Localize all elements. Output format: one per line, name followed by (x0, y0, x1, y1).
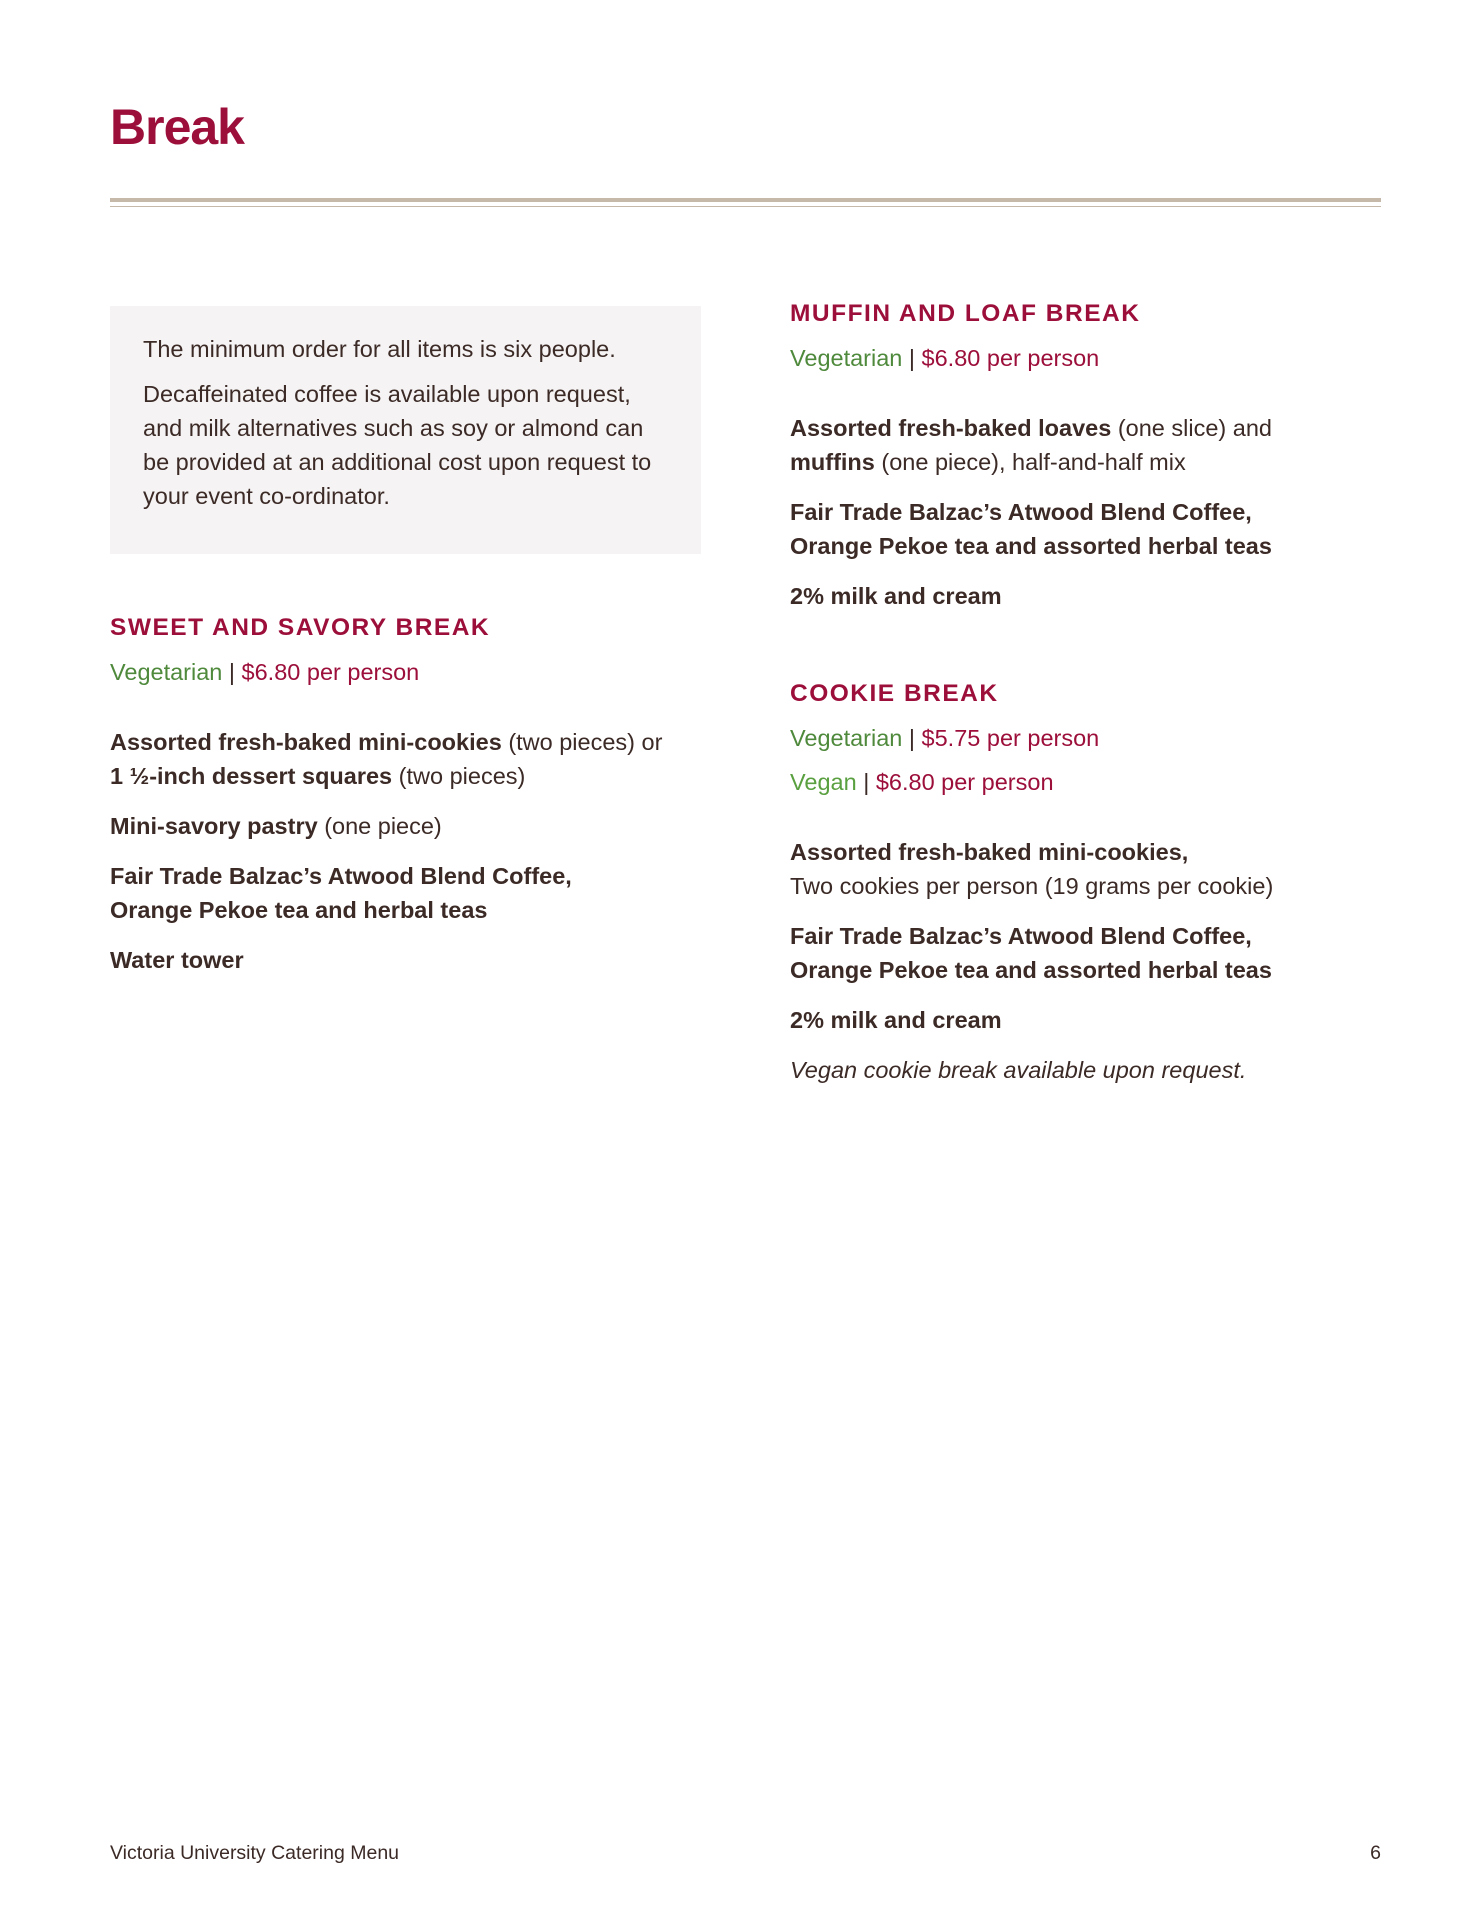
muffin-loaf-section (790, 297, 1381, 629)
menu-item (790, 835, 1381, 903)
item-name: Orange Pekoe tea and assorted herbal teas (790, 533, 1272, 559)
item-name: 1 ½-inch dessert squares (110, 763, 393, 789)
item-detail: (two pieces) or (508, 729, 663, 755)
menu-item: Water tower (110, 947, 244, 973)
item-name: Assorted fresh-baked mini-cookies (110, 729, 502, 755)
note-minimum-order: The minimum order for all items is six people. (143, 336, 616, 362)
item-detail: (two pieces) (398, 763, 526, 789)
minimum-order-note (110, 306, 701, 554)
item-name: Orange Pekoe tea and herbal teas (110, 897, 488, 923)
menu-item (110, 809, 710, 843)
price: $5.75 per person (921, 725, 1100, 751)
section-title: SWEET AND SAVORY BREAK (110, 614, 491, 641)
item-name: Fair Trade Balzac’s Atwood Blend Coffee, (110, 863, 572, 889)
menu-item (110, 725, 710, 793)
diet-label: Vegetarian (790, 345, 903, 371)
item-name: Fair Trade Balzac’s Atwood Blend Coffee, (790, 923, 1252, 949)
section-title: MUFFIN AND LOAF BREAK (790, 300, 1141, 327)
header-rule-thick (110, 198, 1381, 202)
diet-label: Vegan (790, 769, 857, 795)
page-number: 6 (1370, 1842, 1381, 1864)
separator: | (228, 659, 236, 685)
header-rule-thin (110, 206, 1381, 207)
sweet-savory-section (110, 611, 710, 993)
item-name: Assorted fresh-baked loaves (790, 415, 1112, 441)
item-detail: (one slice) and (1117, 415, 1272, 441)
menu-item (790, 495, 1381, 563)
separator: | (908, 725, 916, 751)
section-title: COOKIE BREAK (790, 680, 999, 707)
menu-item (110, 859, 710, 927)
diet-label: Vegetarian (110, 659, 223, 685)
menu-items (110, 725, 710, 977)
diet-label: Vegetarian (790, 725, 903, 751)
item-name: Assorted fresh-baked mini-cookies, (790, 839, 1189, 865)
note-decaf-milk: Decaffeinated coffee is available upon request, and milk alternatives such as soy or almond can be provided at an additional cost upon request to your event co-ordinator. (143, 381, 652, 509)
price-line (790, 341, 1381, 375)
menu-item (790, 919, 1381, 987)
menu-items (790, 411, 1381, 613)
item-name: Mini-savory pastry (110, 813, 318, 839)
item-name: muffins (790, 449, 875, 475)
footer-title: Victoria University Catering Menu (110, 1842, 400, 1864)
menu-item: 2% milk and cream (790, 583, 1002, 609)
price-line (790, 721, 1381, 755)
vegan-request-note: Vegan cookie break available upon request. (790, 1057, 1247, 1083)
separator: | (863, 769, 870, 795)
item-detail: (one piece), half-and-half mix (881, 449, 1186, 475)
page-title: Break (110, 99, 244, 155)
separator: | (908, 345, 916, 371)
price-line (110, 655, 710, 689)
item-detail: (one piece) (324, 813, 442, 839)
menu-item (790, 411, 1381, 479)
price: $6.80 per person (241, 659, 420, 685)
item-name: Orange Pekoe tea and assorted herbal teas (790, 957, 1272, 983)
price-line (790, 765, 1381, 799)
menu-items (790, 835, 1381, 1087)
item-detail: Two cookies per person (19 grams per cookie) (790, 873, 1274, 899)
price: $6.80 per person (921, 345, 1100, 371)
menu-item: 2% milk and cream (790, 1007, 1002, 1033)
price: $6.80 per person (875, 769, 1054, 795)
cookie-break-section (790, 677, 1381, 1103)
item-name: Fair Trade Balzac’s Atwood Blend Coffee, (790, 499, 1252, 525)
